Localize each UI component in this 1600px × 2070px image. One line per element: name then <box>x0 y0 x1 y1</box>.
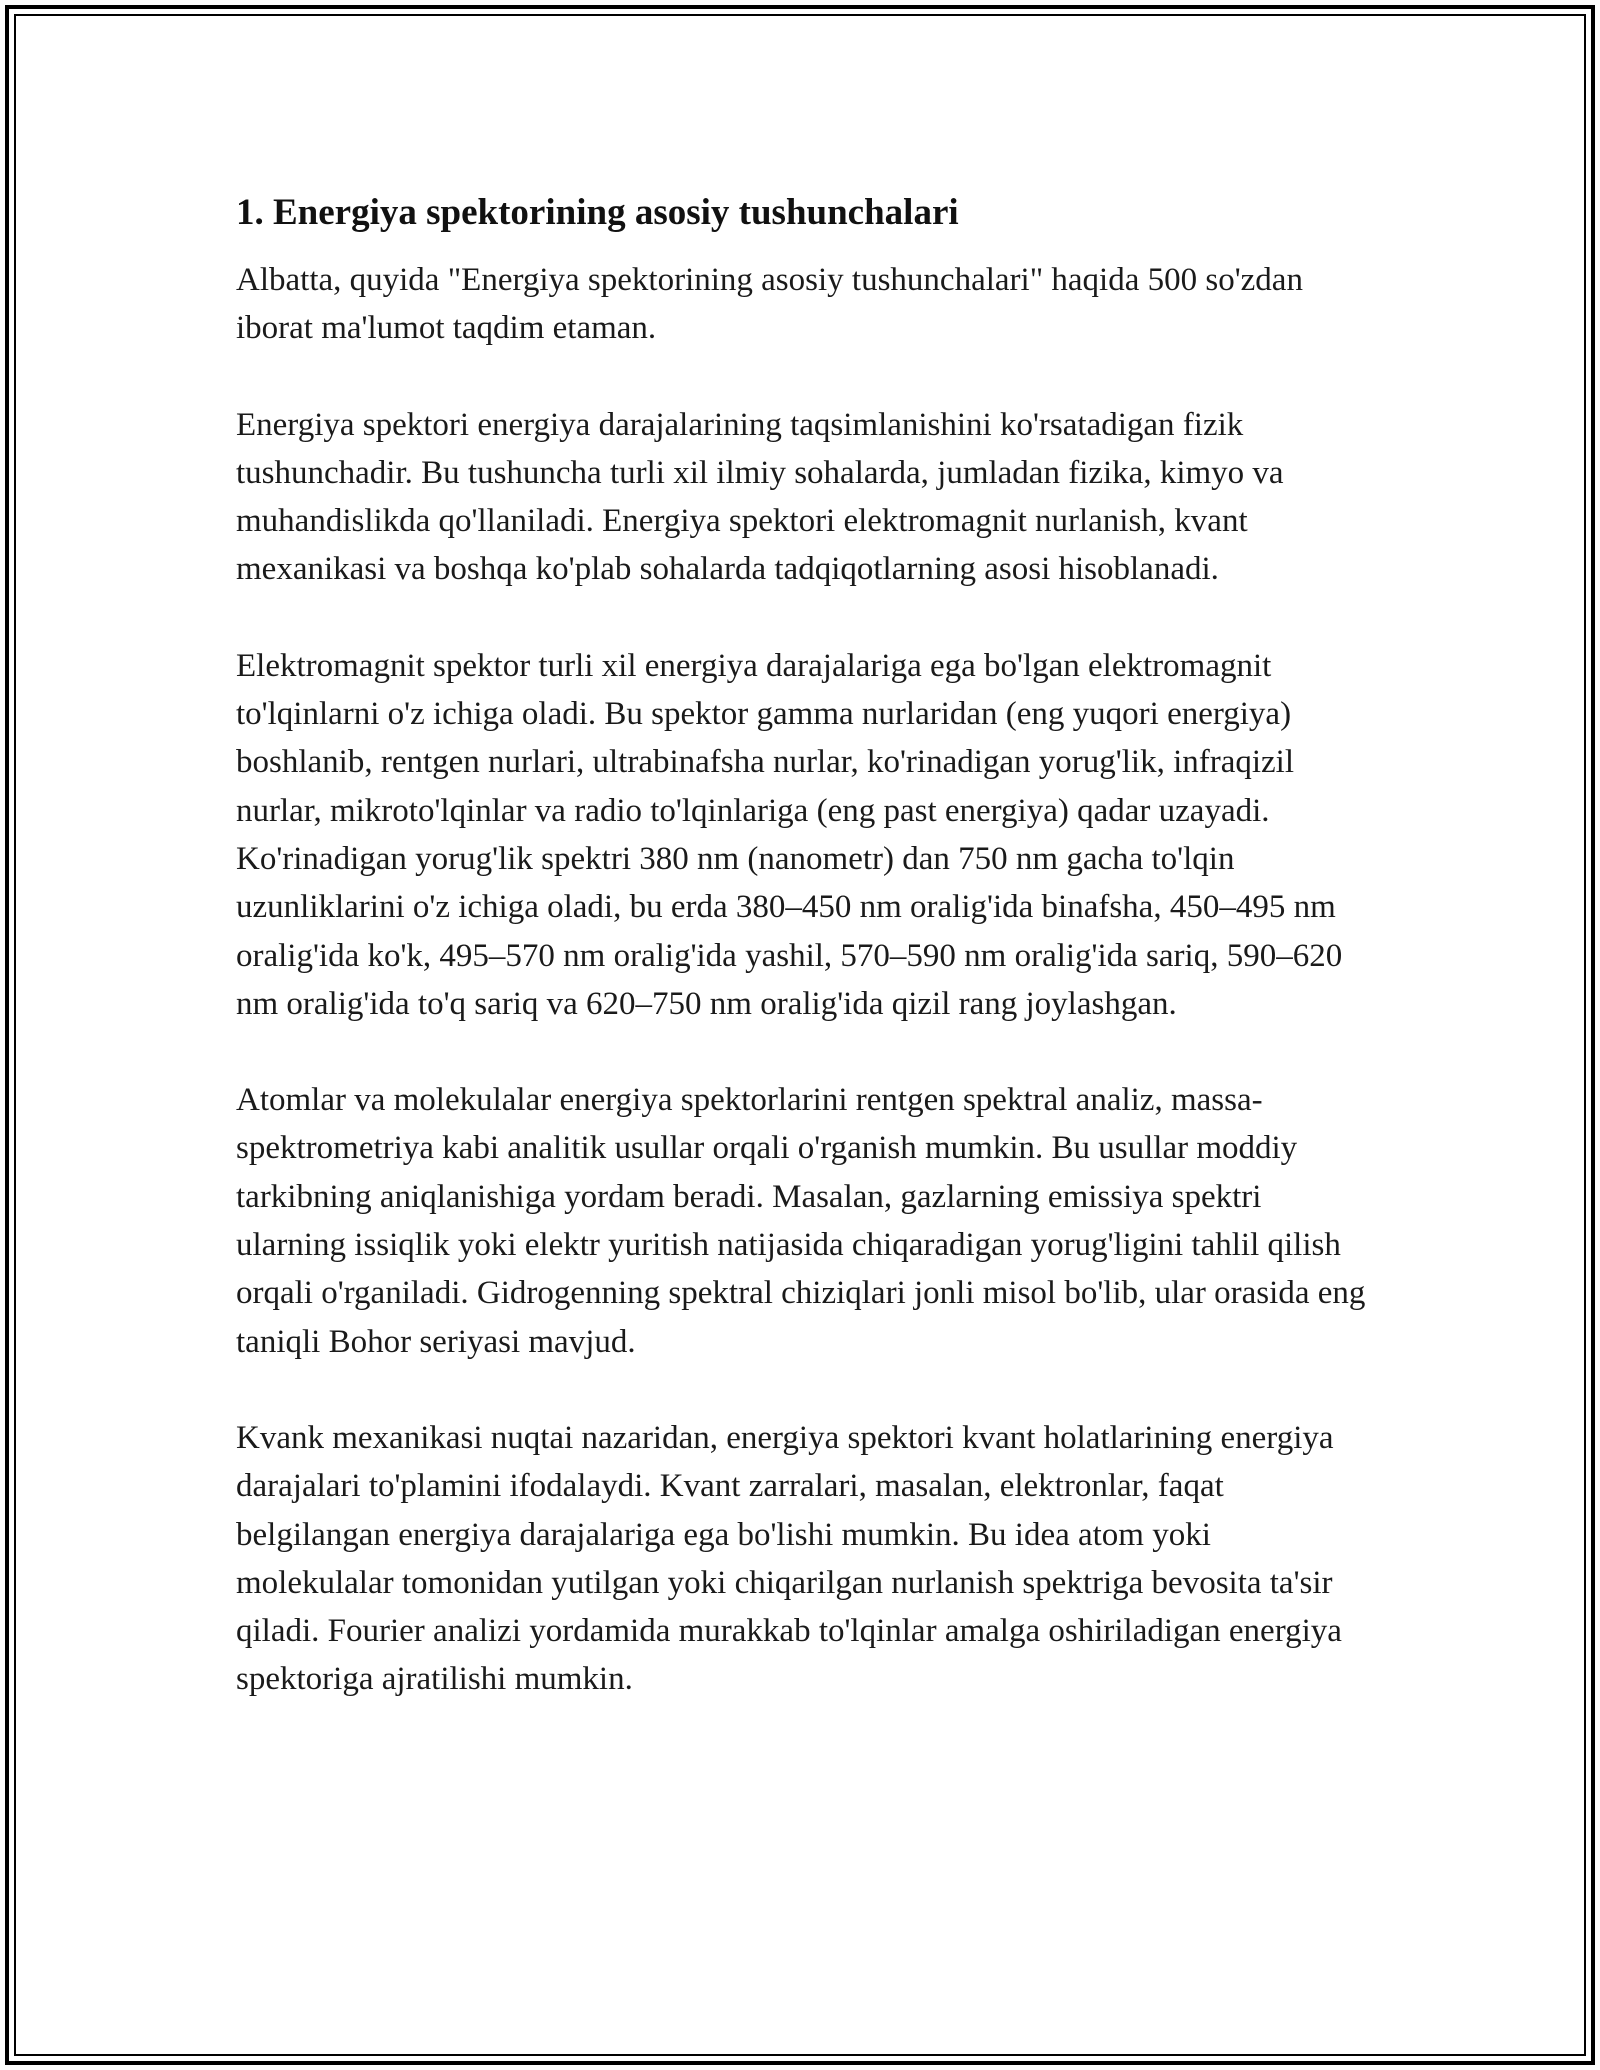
document-body <box>236 188 1366 1752</box>
section-heading: 1. Energiya spektorining asosiy tushunchalari <box>236 192 959 233</box>
paragraph-quantum: Kvank mexanikasi nuqtai nazaridan, energiya spektori kvant holatlarining energiya darajalari to'plamini ifodalaydi. Kvant zarralari, masalan, elektronlar, faqat belgilangan energiya darajalariga ega bo'lishi mumkin. Bu idea atom yoki molekulalar tomonidan yutilgan yoki chiqarilgan nurlanish spektriga bevosita ta'sir qiladi. Fourier analizi yordamida murakkab to'lqinlar amalga oshiriladigan energiya spektoriga ajratilishi mumkin. <box>236 1419 1342 1698</box>
paragraph-definition: Energiya spektori energiya darajalarining taqsimlanishini ko'rsatadigan fizik tushunchadir. Bu tushuncha turli xil ilmiy sohalarda, jumladan fizika, kimyo va muhandislikda qo'llaniladi. Energiya spektori elektromagnit nurlanish, kvant mexanikasi va boshqa ko'plab sohalarda tadqiqotlarning asosi hisoblanadi. <box>236 406 1284 588</box>
paragraph-intro: Albatta, quyida "Energiya spektorining asosiy tushunchalari" haqida 500 so'zdan iborat ma'lumot taqdim etaman. <box>236 262 1303 347</box>
paragraph-atoms-molecules: Atomlar va molekulalar energiya spektorlarini rentgen spektral analiz, massa-spektrometriya kabi analitik usullar orqali o'rganish mumkin. Bu usullar moddiy tarkibning aniqlanishiga yordam beradi. Masalan, gazlarning emissiya spektri ularning issiqlik yoki elektr yuritish natijasida chiqaradigan yorug'ligini tahlil qilish orqali o'rganiladi. Gidrogenning spektral chiziqlari jonli misol bo'lib, ular orasida eng taniqli Bohor seriyasi mavjud. <box>236 1082 1366 1360</box>
paragraph-electromagnetic: Elektromagnit spektor turli xil energiya darajalariga ega bo'lgan elektromagnit to'lqinlarni o'z ichiga oladi. Bu spektor gamma nurlaridan (eng yuqori energiya) boshlanib, rentgen nurlari, ultrabinafsha nurlar, ko'rinadigan yorug'lik, infraqizil nurlar, mikroto'lqinlar va radio to'lqinlariga (eng past energiya) qadar uzayadi. Ko'rinadigan yorug'lik spektri 380 nm (nanometr) dan 750 nm gacha to'lqin uzunliklarini o'z ichiga oladi, bu erda 380–450 nm oralig'ida binafsha, 450–495 nm oralig'ida ko'k, 495–570 nm oralig'ida yashil, 570–590 nm oralig'ida sariq, 590–620 nm oralig'ida to'q sariq va 620–750 nm oralig'ida qizil rang joylashgan. <box>236 647 1343 1022</box>
